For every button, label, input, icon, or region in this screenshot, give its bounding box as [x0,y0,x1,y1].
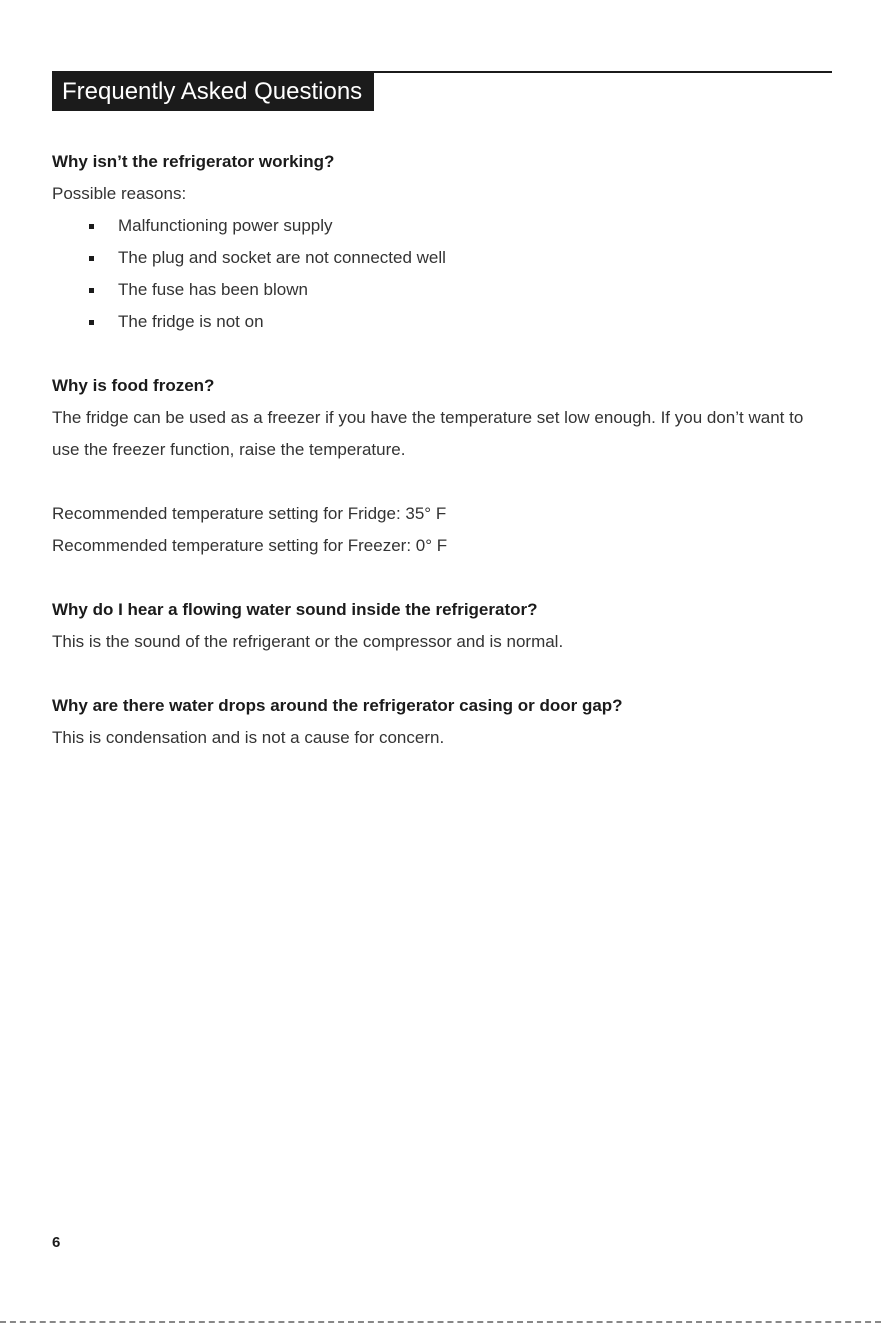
page-title: Frequently Asked Questions [52,71,374,111]
faq-question-water-sound: Why do I hear a flowing water sound inside the refrigerator? [52,600,538,619]
faq-question-not-working: Why isn’t the refrigerator working? [52,152,335,171]
list-item: The fuse has been blown [118,274,832,306]
reasons-list [52,210,832,338]
spacer [52,338,832,370]
faq-question-water-drops: Why are there water drops around the refrigerator casing or door gap? [52,696,623,715]
section-header [52,71,832,111]
list-item: The fridge is not on [118,306,832,338]
fridge-temperature-setting: Recommended temperature setting for Fridge: 35° F [52,504,447,523]
list-item: The plug and socket are not connected well [118,242,832,274]
faq-reasons-intro: Possible reasons: [52,184,187,203]
spacer [52,562,832,594]
spacer [52,658,832,690]
faq-answer-water-sound: This is the sound of the refrigerant or the compressor and is normal. [52,632,564,651]
faq-question-food-frozen: Why is food frozen? [52,376,215,395]
faq-answer-food-frozen: The fridge can be used as a freezer if you have the temperature set low enough. If you don’t want to use the freezer function, raise the temperature. [52,408,804,459]
freezer-temperature-setting: Recommended temperature setting for Freezer: 0° F [52,536,448,555]
faq-content [52,146,832,754]
list-item: Malfunctioning power supply [118,210,832,242]
page-number: 6 [52,1234,61,1251]
faq-answer-water-drops: This is condensation and is not a cause for concern. [52,728,445,747]
spacer [52,466,832,498]
